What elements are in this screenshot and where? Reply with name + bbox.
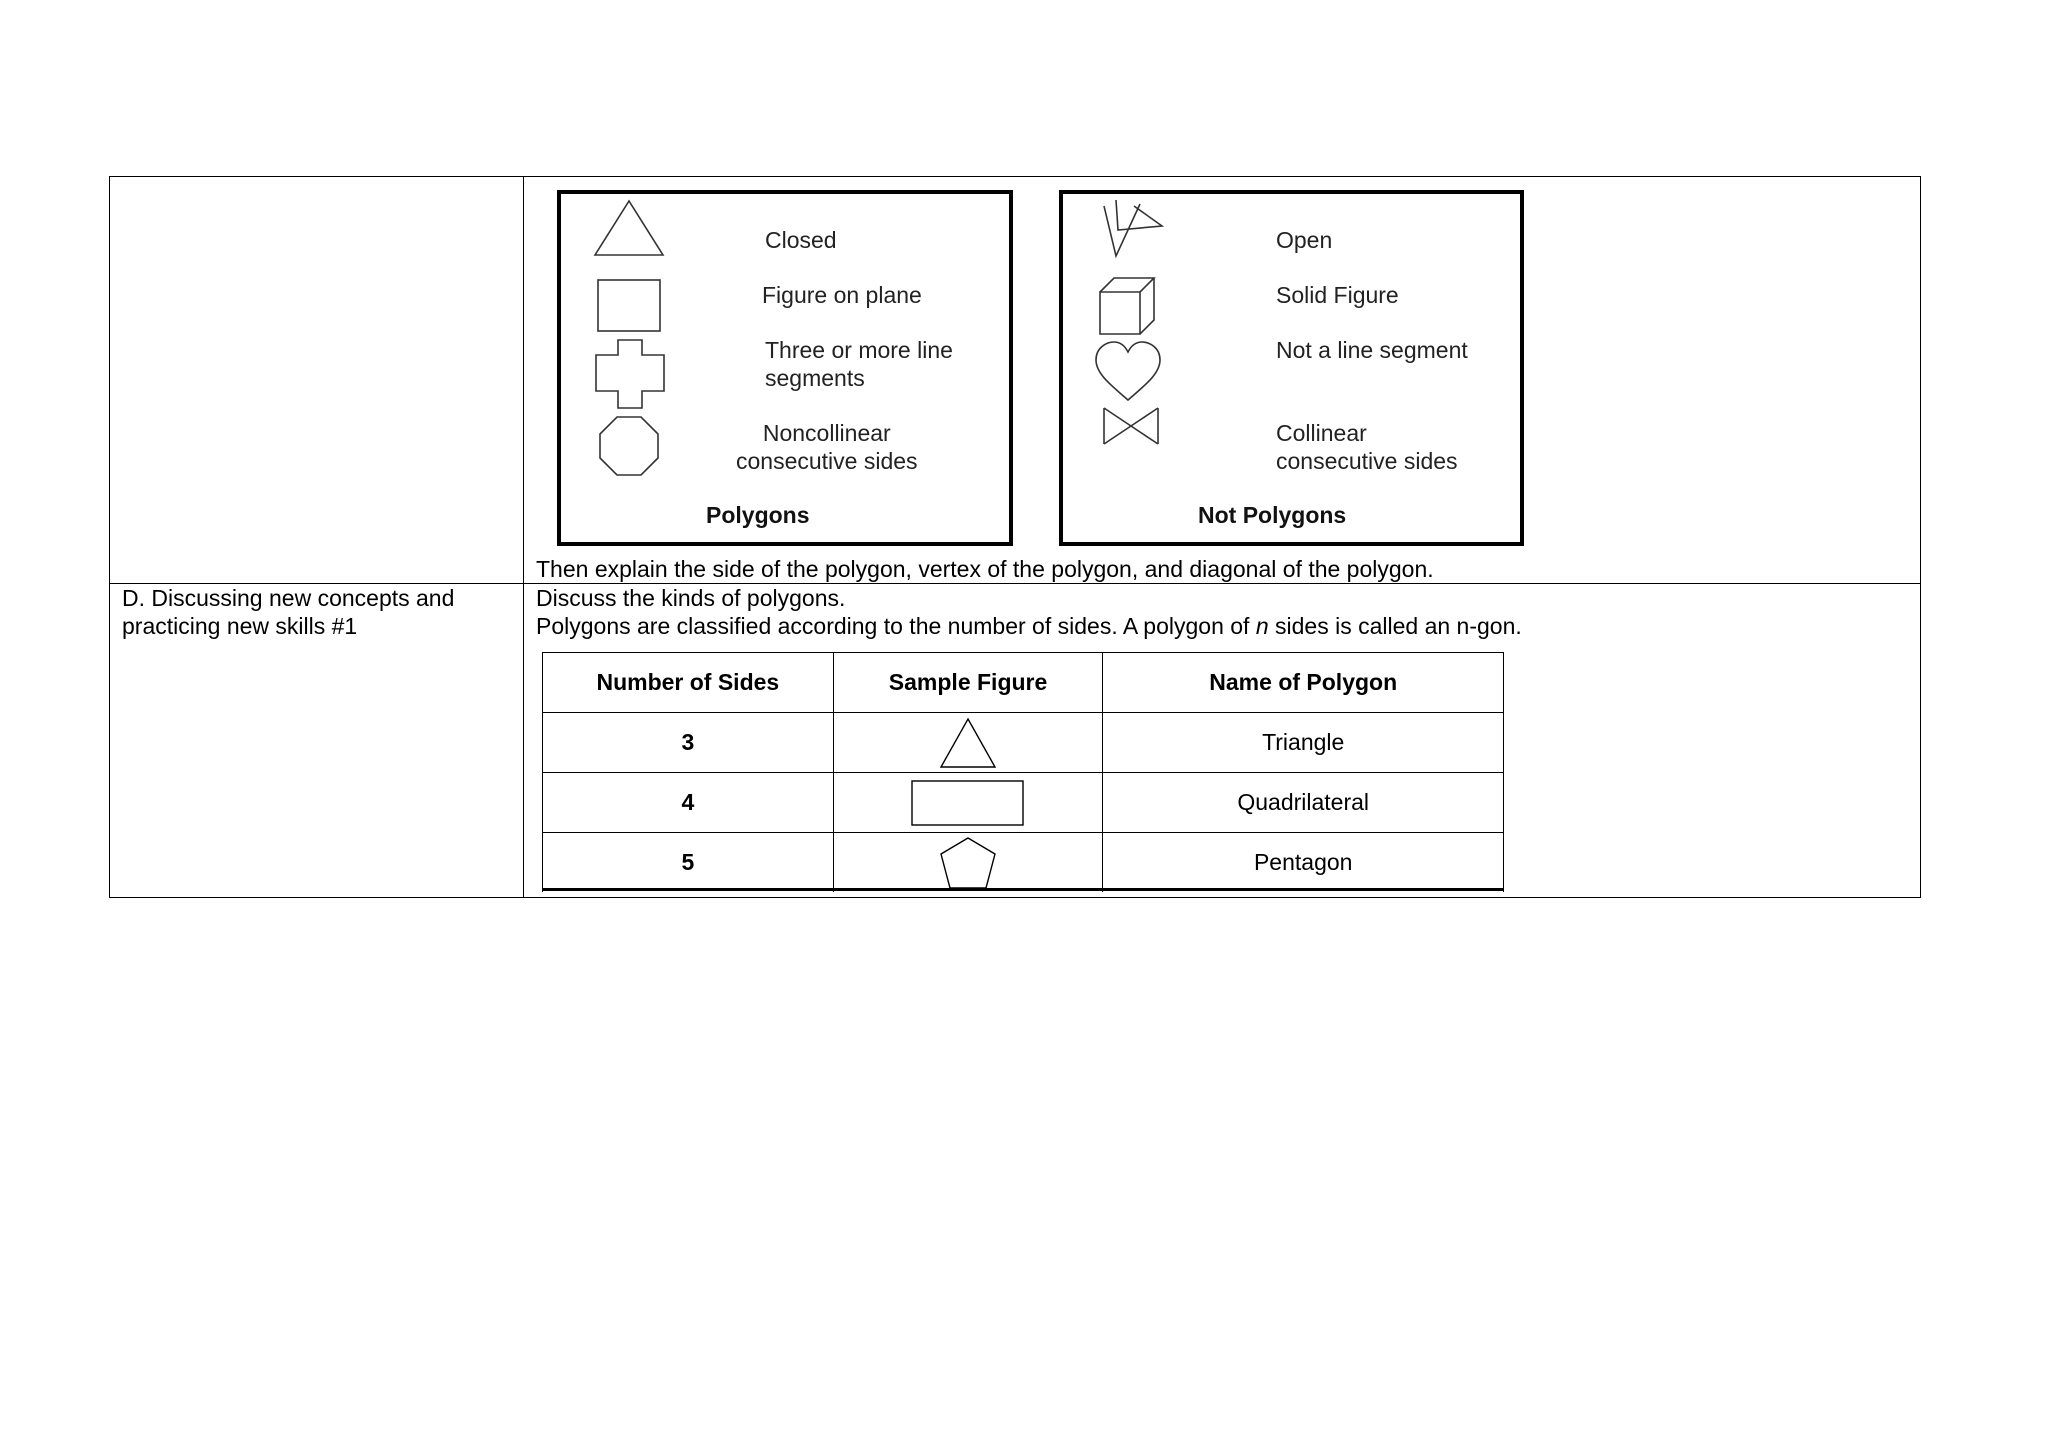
- row-d-label: [122, 584, 454, 640]
- cube-icon: [1096, 274, 1160, 338]
- bowtie-icon: [1100, 404, 1162, 448]
- pentagon-icon: [938, 836, 998, 890]
- cross-icon: [594, 338, 666, 410]
- figure-cell: [833, 773, 1103, 833]
- polygon-sides-table: [542, 652, 1504, 892]
- discuss-text: Discuss the kinds of polygons.: [536, 585, 846, 611]
- triangle-icon: [938, 716, 998, 770]
- not-polygon-solid-label: Solid Figure: [1276, 282, 1399, 308]
- polygon-segments-label: Three or more line segments: [765, 337, 953, 391]
- triangle-icon: [592, 198, 666, 258]
- polygons-title: Polygons: [706, 502, 810, 528]
- octagon-icon: [597, 414, 661, 478]
- heart-icon: [1092, 340, 1164, 404]
- explain-text: Then explain the side of the polygon, vertex of the polygon, and diagonal of the polygon.: [536, 556, 1434, 582]
- table-header-row: [543, 653, 1504, 713]
- table-row: [543, 773, 1504, 833]
- classify-text: Polygons are classified according to the number of sides. A polygon of n sides is called an n-gon.: [536, 613, 1522, 639]
- table-bottom-edge: [542, 888, 1504, 891]
- rectangle-icon: [910, 779, 1026, 827]
- header-sample-figure: Sample Figure: [833, 653, 1103, 713]
- square-icon: [596, 278, 664, 334]
- row-d-label-line1: D. Discussing new concepts and: [122, 585, 455, 611]
- figure-cell: [833, 833, 1103, 893]
- table-row: [543, 713, 1504, 773]
- not-polygons-title: Not Polygons: [1198, 502, 1347, 528]
- row-d-label-line2: practicing new skills #1: [122, 613, 358, 639]
- table-row: [543, 833, 1504, 893]
- polygon-name: Quadrilateral: [1103, 773, 1504, 833]
- figure-cell: [833, 713, 1103, 773]
- open-figure-icon: [1094, 198, 1166, 262]
- polygon-name: Pentagon: [1103, 833, 1504, 893]
- column-divider: [523, 177, 524, 897]
- polygon-noncollinear-label: Noncollinear consecutive sides: [736, 420, 918, 474]
- header-name-of-polygon: Name of Polygon: [1103, 653, 1504, 713]
- polygon-plane-label: Figure on plane: [762, 282, 922, 308]
- sides-count: 5: [543, 833, 834, 893]
- sides-count: 4: [543, 773, 834, 833]
- not-polygon-segment-label: Not a line segment: [1276, 337, 1468, 363]
- sides-count: 3: [543, 713, 834, 773]
- not-polygon-open-label: Open: [1276, 227, 1333, 253]
- header-number-of-sides: Number of Sides: [543, 653, 834, 713]
- polygon-closed-label: Closed: [765, 227, 837, 253]
- not-polygon-collinear-label: Collinear consecutive sides: [1276, 420, 1458, 474]
- polygon-name: Triangle: [1103, 713, 1504, 773]
